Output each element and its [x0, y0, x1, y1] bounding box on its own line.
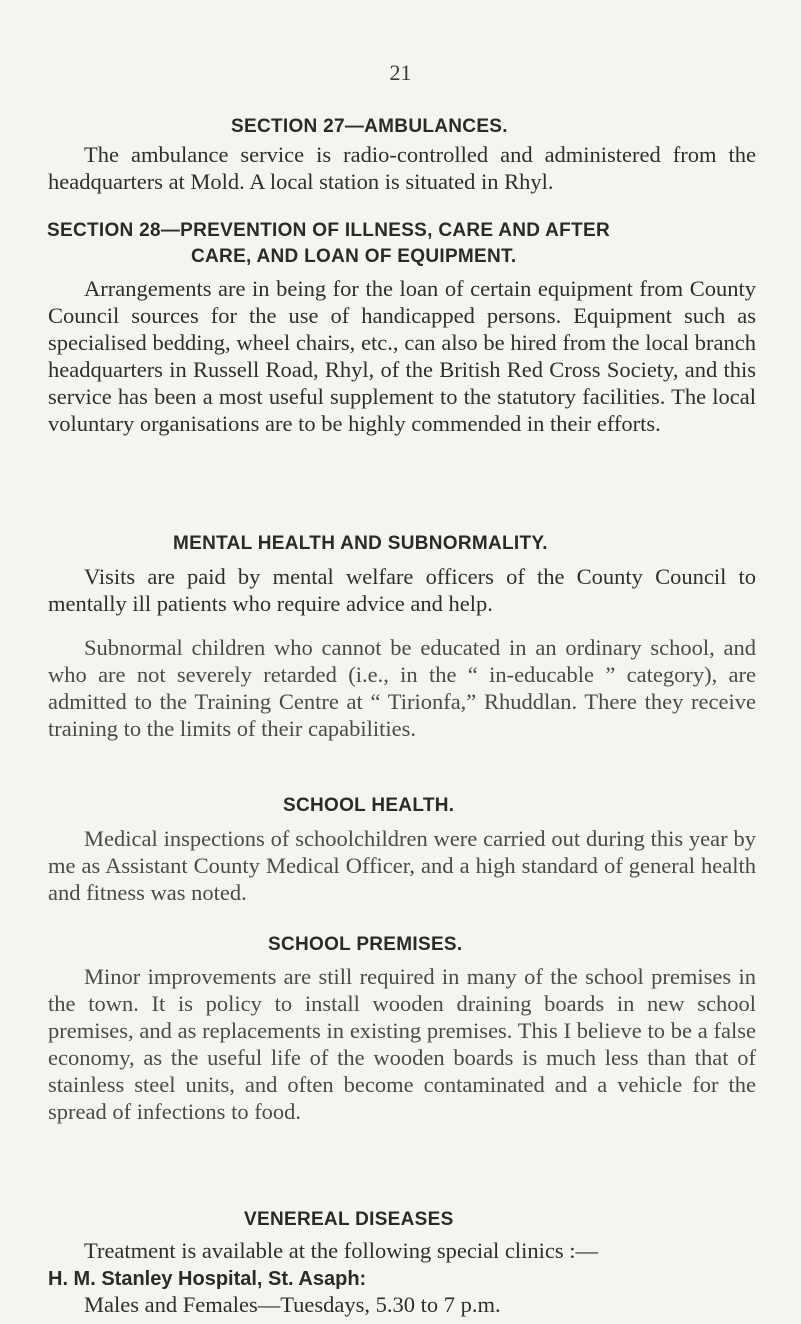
- paragraph-prevention: Arrangements are in being for the loan of certain equipment from County Council sources for the use of handicapped persons. Equipment such as specialised bedding, wheel chairs, etc., can also be hired from the local branch headquarters in Russell Road, Rhyl, of the British Red Cross Society, and this service has been a most useful supplement to the statutory facilities. The local voluntary organisations are to be highly commended in their efforts.: [48, 276, 756, 436]
- heading-ambulances: SECTION 27—AMBULANCES.: [231, 116, 508, 137]
- paragraph-venereal-diseases: Treatment is available at the following special clinics :—: [84, 1238, 599, 1263]
- page-number: 21: [389, 60, 412, 85]
- paragraph-school-health: Medical inspections of schoolchildren were carried out during this year by me as Assistant County Medical Officer, and a high standard of general health and fitness was noted.: [48, 826, 756, 905]
- paragraph-mental-health-subnormal: Subnormal children who cannot be educated in an ordinary school, and who are not severely retarded (i.e., in the “ in-educable ” category), are admitted to the Training Centre at “ Tirionfa,” Rhuddlan. There they receive training to the limits of their capabilities.: [48, 635, 756, 741]
- heading-school-premises: SCHOOL PREMISES.: [268, 934, 463, 955]
- clinic-hours: Males and Females—Tuesdays, 5.30 to 7 p.m.: [84, 1292, 501, 1317]
- heading-school-health: SCHOOL HEALTH.: [283, 795, 455, 816]
- paragraph-mental-health-visits: Visits are paid by mental welfare officers of the County Council to mentally ill patients who require advice and help.: [48, 564, 756, 616]
- heading-prevention-line1: SECTION 28—PREVENTION OF ILLNESS, CARE AND AFTER: [47, 220, 610, 241]
- paragraph-ambulances: The ambulance service is radio-controlled and administered from the headquarters at Mold. A local station is situated in Rhyl.: [48, 142, 756, 194]
- heading-venereal-diseases: VENEREAL DISEASES: [244, 1209, 454, 1230]
- clinic-name: H. M. Stanley Hospital, St. Asaph:: [48, 1268, 367, 1290]
- paragraph-school-premises: Minor improvements are still required in many of the school premises in the town. It is policy to install wooden draining boards in new school premises, and as replacements in existing premises. This I believe to be a false economy, as the useful life of the wooden boards is much less than that of stainless steel units, and often become contaminated and a vehicle for the spread of infections to food.: [48, 964, 756, 1124]
- heading-prevention-line2: CARE, AND LOAN OF EQUIPMENT.: [191, 246, 517, 267]
- heading-mental-health: MENTAL HEALTH AND SUBNORMALITY.: [173, 533, 548, 554]
